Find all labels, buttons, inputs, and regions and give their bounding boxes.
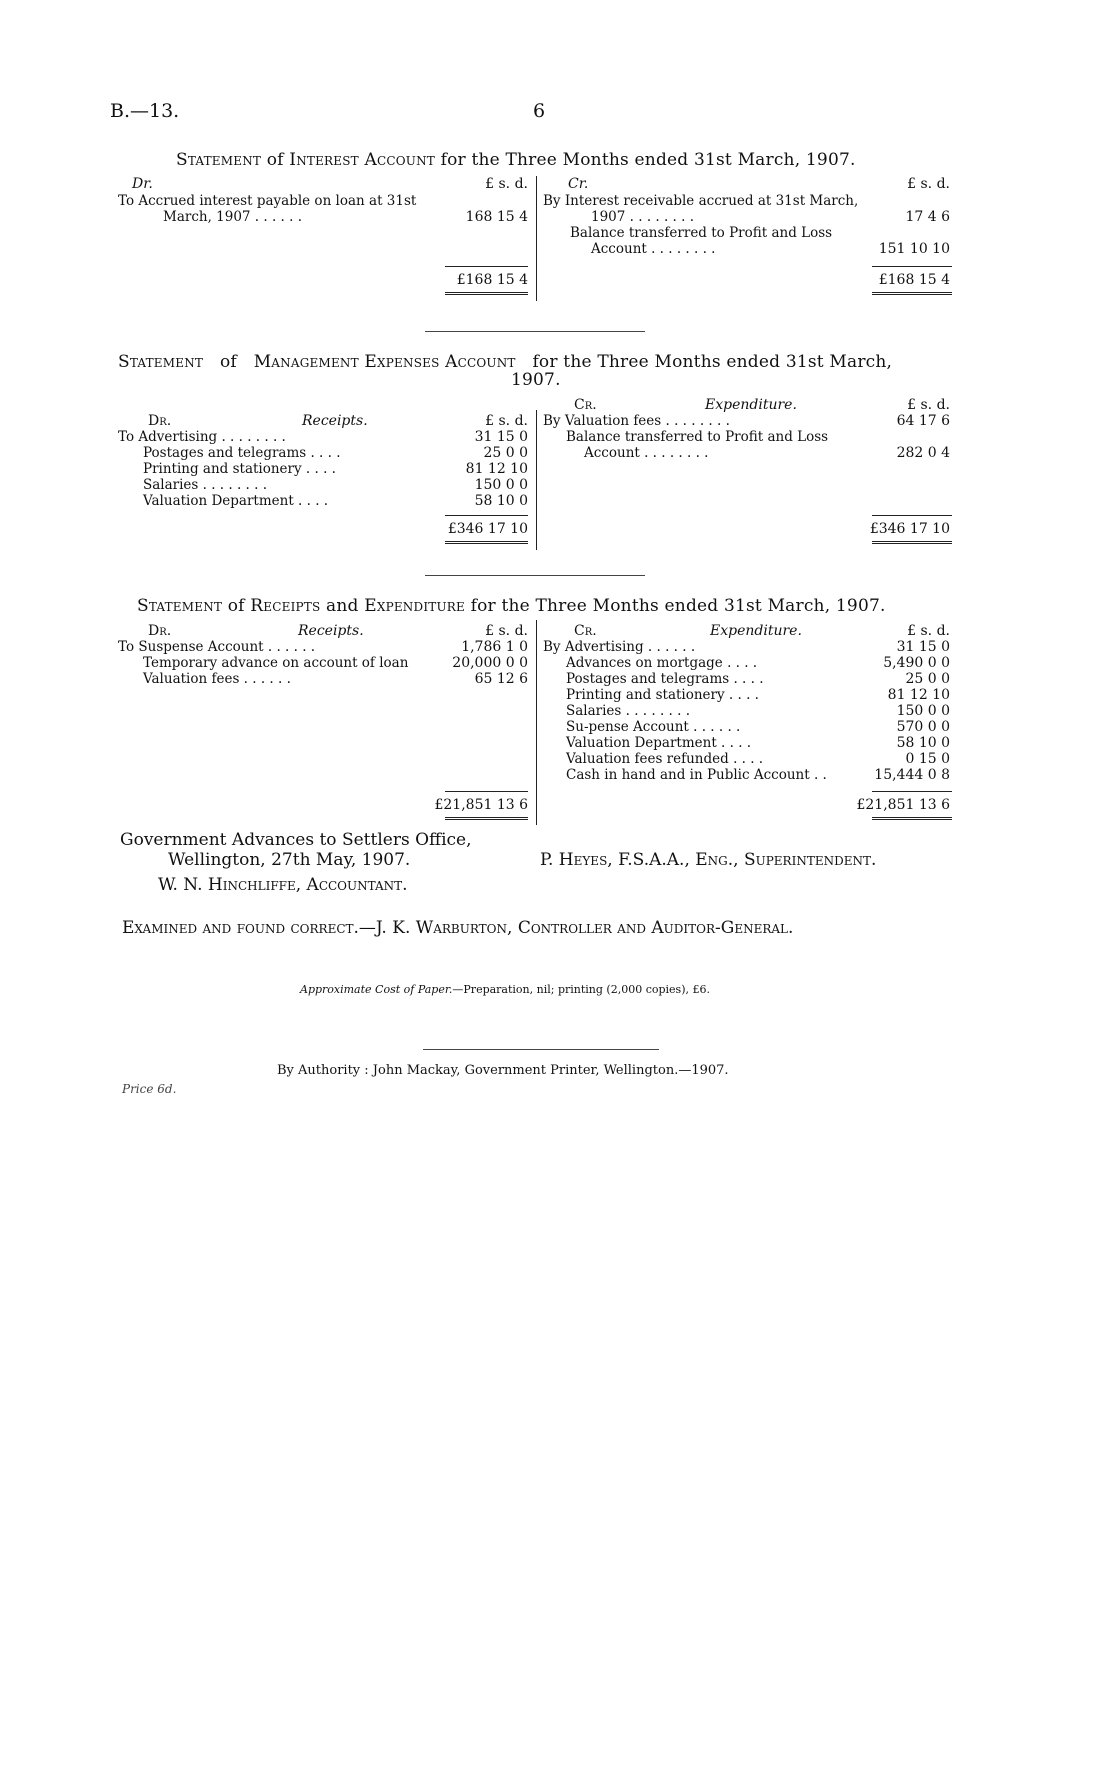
management-cr-line3: Account . . . . . . . . bbox=[584, 445, 709, 461]
management-dr-amount-4: 150 0 0 bbox=[474, 477, 528, 493]
receipts-cr-amount-7: 58 10 0 bbox=[896, 735, 950, 751]
interest-cr-line2: 1907 . . . . . . . . bbox=[591, 209, 695, 225]
management-dr-amount-1: 31 15 0 bbox=[474, 429, 528, 445]
management-dr-row-4: Salaries . . . . . . . . bbox=[143, 477, 268, 493]
receipts-double-rule-left bbox=[445, 817, 528, 820]
receipts-total-dr: £21,851 13 6 bbox=[434, 797, 528, 813]
receipts-cr-amount-2: 5,490 0 0 bbox=[883, 655, 950, 671]
interest-double-rule-right bbox=[872, 292, 952, 295]
interest-dr-line2: March, 1907 . . . . . . bbox=[163, 209, 303, 225]
printer-authority: By Authority : John Mackay, Government Printer, Wellington.—1907. bbox=[277, 1063, 729, 1078]
receipts-cr-row-9: Cash in hand and in Public Account . . bbox=[566, 767, 827, 783]
interest-cr-line3: Balance transferred to Profit and Loss bbox=[570, 225, 833, 241]
management-dr-label: Dr. bbox=[148, 413, 172, 429]
management-lsd-right: £ s. d. bbox=[907, 397, 950, 413]
interest-title: Statement of Interest Account for the Three Months ended 31st March, 1907. bbox=[176, 150, 856, 170]
receipts-lsd-right: £ s. d. bbox=[907, 623, 950, 639]
accountant-signature: W. N. Hinchliffe, Accountant. bbox=[158, 875, 408, 895]
management-total-cr: £346 17 10 bbox=[869, 521, 950, 537]
interest-cr-line4: Account . . . . . . . . bbox=[591, 241, 716, 257]
receipts-cr-row-3: Postages and telegrams . . . . bbox=[566, 671, 764, 687]
management-cr-line2: Balance transferred to Profit and Loss bbox=[566, 429, 829, 445]
receipts-cr-row-5: Salaries . . . . . . . . bbox=[566, 703, 691, 719]
separator-1 bbox=[425, 331, 645, 332]
receipts-cr-amount-8: 0 15 0 bbox=[905, 751, 950, 767]
receipts-dr-amount-3: 65 12 6 bbox=[474, 671, 528, 687]
receipts-dr-row-1: To Suspense Account . . . . . . bbox=[118, 639, 316, 655]
price: Price 6d. bbox=[122, 1082, 177, 1096]
interest-subtotal-rule-right bbox=[872, 266, 952, 267]
receipts-cr-amount-9: 15,444 0 8 bbox=[874, 767, 950, 783]
management-title-year: 1907. bbox=[511, 370, 561, 390]
receipts-subtotal-rule-left bbox=[445, 791, 528, 792]
receipts-cr-row-7: Valuation Department . . . . bbox=[566, 735, 752, 751]
management-total-dr: £346 17 10 bbox=[447, 521, 528, 537]
receipts-cr-amount-3: 25 0 0 bbox=[905, 671, 950, 687]
management-dr-amount-3: 81 12 10 bbox=[465, 461, 528, 477]
management-dr-row-1: To Advertising . . . . . . . . bbox=[118, 429, 286, 445]
office-name: Government Advances to Settlers Office, bbox=[120, 830, 472, 850]
receipts-cr-amount-6: 570 0 0 bbox=[896, 719, 950, 735]
management-expenditure-label: Expenditure. bbox=[705, 397, 797, 413]
receipts-cr-row-4: Printing and stationery . . . . bbox=[566, 687, 759, 703]
receipts-column-divider bbox=[536, 620, 537, 825]
receipts-cr-amount-1: 31 15 0 bbox=[896, 639, 950, 655]
place-and-date: Wellington, 27th May, 1907. bbox=[168, 850, 411, 870]
management-column-divider bbox=[536, 410, 537, 550]
management-dr-row-2: Postages and telegrams . . . . bbox=[143, 445, 341, 461]
receipts-subtotal-rule-right bbox=[872, 791, 952, 792]
receipts-dr-amount-2: 20,000 0 0 bbox=[452, 655, 528, 671]
management-cr-amount-2: 282 0 4 bbox=[896, 445, 950, 461]
management-dr-row-5: Valuation Department . . . . bbox=[143, 493, 329, 509]
management-cr-label: Cr. bbox=[574, 397, 597, 413]
receipts-total-cr: £21,851 13 6 bbox=[856, 797, 950, 813]
receipts-cr-amount-4: 81 12 10 bbox=[887, 687, 950, 703]
interest-cr-label: Cr. bbox=[568, 176, 589, 192]
receipts-dr-row-2: Temporary advance on account of loan bbox=[143, 655, 409, 671]
management-subtotal-rule-right bbox=[872, 515, 952, 516]
management-dr-amount-2: 25 0 0 bbox=[483, 445, 528, 461]
interest-subtotal-rule-left bbox=[445, 266, 528, 267]
interest-dr-line1: To Accrued interest payable on loan at 31st bbox=[118, 193, 417, 209]
interest-cr-amount-2: 151 10 10 bbox=[878, 241, 950, 257]
receipts-cr-row-1: By Advertising . . . . . . bbox=[543, 639, 696, 655]
receipts-cr-row-8: Valuation fees refunded . . . . bbox=[566, 751, 764, 767]
interest-cr-line1: By Interest receivable accrued at 31st March, bbox=[543, 193, 859, 209]
receipts-dr-row-3: Valuation fees . . . . . . bbox=[143, 671, 291, 687]
receipts-cr-label: Cr. bbox=[574, 623, 597, 639]
management-lsd-left: £ s. d. bbox=[485, 413, 528, 429]
interest-cr-amount-1: 17 4 6 bbox=[905, 209, 950, 225]
receipts-lsd-left: £ s. d. bbox=[485, 623, 528, 639]
receipts-dr-label: Dr. bbox=[148, 623, 172, 639]
management-subtotal-rule-left bbox=[445, 515, 528, 516]
management-cr-line1: By Valuation fees . . . . . . . . bbox=[543, 413, 730, 429]
interest-total-dr: £168 15 4 bbox=[456, 272, 528, 288]
interest-dr-amount: 168 15 4 bbox=[465, 209, 528, 225]
management-dr-amount-5: 58 10 0 bbox=[474, 493, 528, 509]
separator-2 bbox=[425, 575, 645, 576]
receipts-expenditure-label: Expenditure. bbox=[710, 623, 802, 639]
document-reference: B.—13. bbox=[110, 100, 180, 122]
receipts-title: Statement of Receipts and Expenditure for the Three Months ended 31st March, 1907. bbox=[137, 596, 886, 616]
interest-dr-label: Dr. bbox=[132, 176, 153, 192]
receipts-cr-row-2: Advances on mortgage . . . . bbox=[566, 655, 758, 671]
management-title: Statement of Management Expenses Account for the Three Months ended 31st March, bbox=[118, 352, 893, 372]
interest-column-divider bbox=[536, 176, 537, 301]
cost-of-paper: Approximate Cost of Paper.—Preparation, nil; printing (2,000 copies), £6. bbox=[300, 983, 710, 996]
interest-total-cr: £168 15 4 bbox=[878, 272, 950, 288]
receipts-double-rule-right bbox=[872, 817, 952, 820]
management-double-rule-left bbox=[445, 541, 528, 544]
management-double-rule-right bbox=[872, 541, 952, 544]
superintendent-signature: P. Heyes, F.S.A.A., Eng., Superintendent. bbox=[540, 850, 877, 870]
management-cr-amount-1: 64 17 6 bbox=[896, 413, 950, 429]
receipts-cr-row-6: Su-pense Account . . . . . . bbox=[566, 719, 741, 735]
receipts-receipts-label: Receipts. bbox=[298, 623, 364, 639]
management-dr-row-3: Printing and stationery . . . . bbox=[143, 461, 336, 477]
footer-rule bbox=[423, 1049, 659, 1050]
interest-lsd-right: £ s. d. bbox=[907, 176, 950, 192]
receipts-cr-amount-5: 150 0 0 bbox=[896, 703, 950, 719]
management-receipts-label: Receipts. bbox=[302, 413, 368, 429]
interest-double-rule-left bbox=[445, 292, 528, 295]
page-number: 6 bbox=[533, 100, 546, 122]
interest-lsd-left: £ s. d. bbox=[485, 176, 528, 192]
examined-statement: Examined and found correct.—J. K. Warburton, Controller and Auditor-General. bbox=[122, 918, 794, 938]
receipts-dr-amount-1: 1,786 1 0 bbox=[461, 639, 528, 655]
